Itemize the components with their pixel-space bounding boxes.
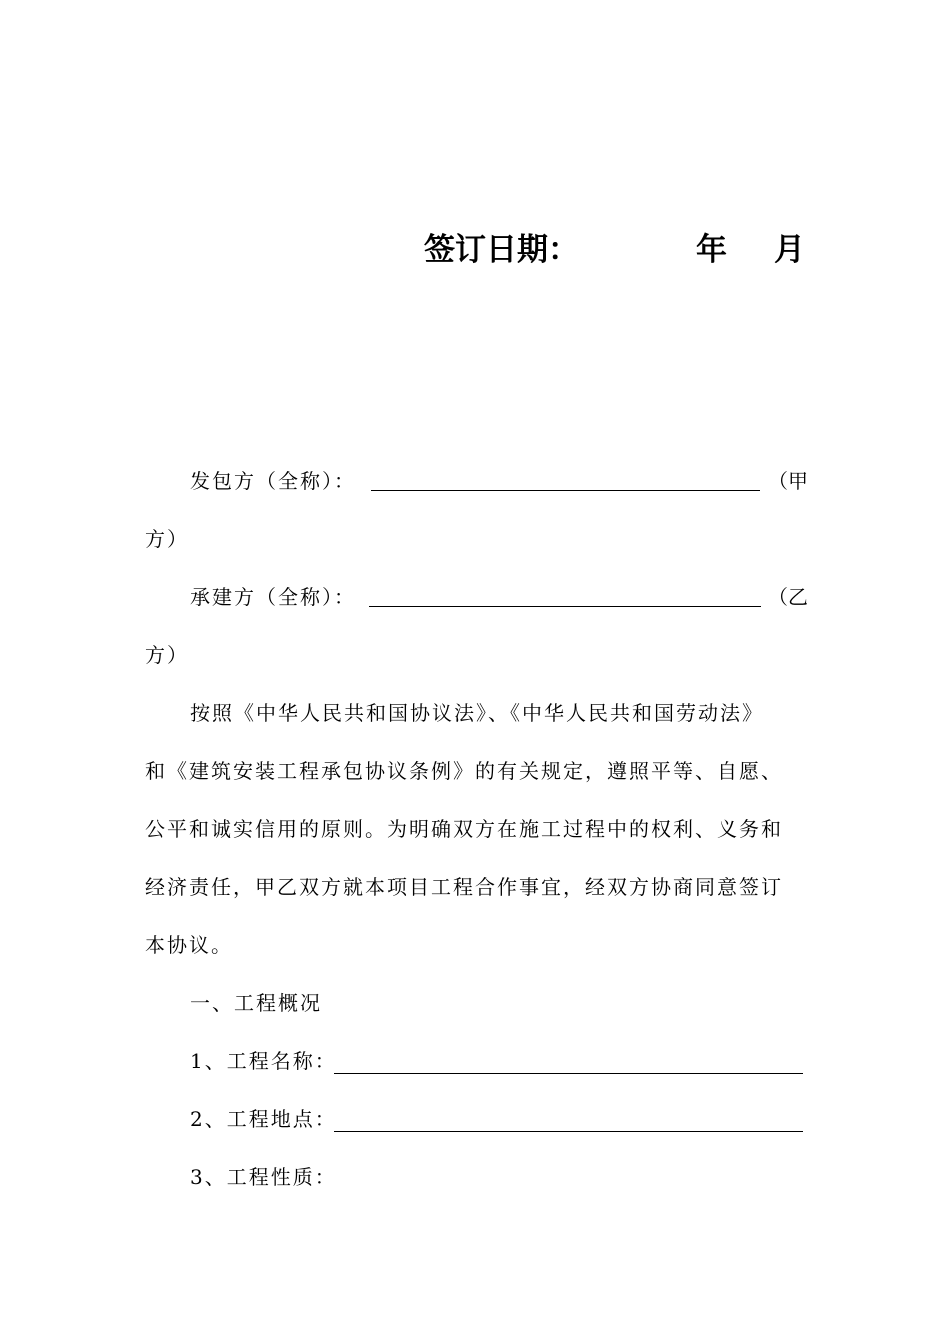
preamble-line: 和《建筑安装工程承包协议条例》的有关规定，遵照平等、自愿、: [145, 759, 783, 783]
builder-role-open: （乙: [768, 585, 808, 609]
signing-date-year: 年: [696, 232, 727, 268]
preamble-line: 经济责任，甲乙双方就本项目工程合作事宜，经双方协商同意签订: [145, 875, 783, 899]
contractor-name-field[interactable]: [371, 490, 760, 491]
project-nature-label: 3、工程性质：: [190, 1165, 337, 1189]
signing-date-month: 月: [774, 232, 805, 268]
contractor-label: 发包方（全称）：: [190, 469, 356, 493]
preamble-line: 公平和诚实信用的原则。为明确双方在施工过程中的权利、义务和: [145, 817, 783, 841]
preamble-line: 本协议。: [145, 933, 233, 957]
project-name-field[interactable]: [334, 1073, 803, 1074]
section-heading: 一、工程概况: [190, 991, 322, 1015]
builder-role-close: 方）: [145, 643, 189, 667]
signing-date-label: 签订日期：: [424, 232, 579, 268]
builder-name-field[interactable]: [369, 606, 761, 607]
builder-label: 承建方（全称）：: [190, 585, 356, 609]
project-location-label: 2、工程地点：: [190, 1107, 337, 1131]
project-name-label: 1、工程名称：: [190, 1049, 337, 1073]
preamble-line: 按照《中华人民共和国协议法》、《中华人民共和国劳动法》: [190, 701, 764, 725]
project-location-field[interactable]: [334, 1131, 803, 1132]
contractor-role-open: （甲: [768, 469, 808, 493]
contractor-role-close: 方）: [145, 527, 189, 551]
